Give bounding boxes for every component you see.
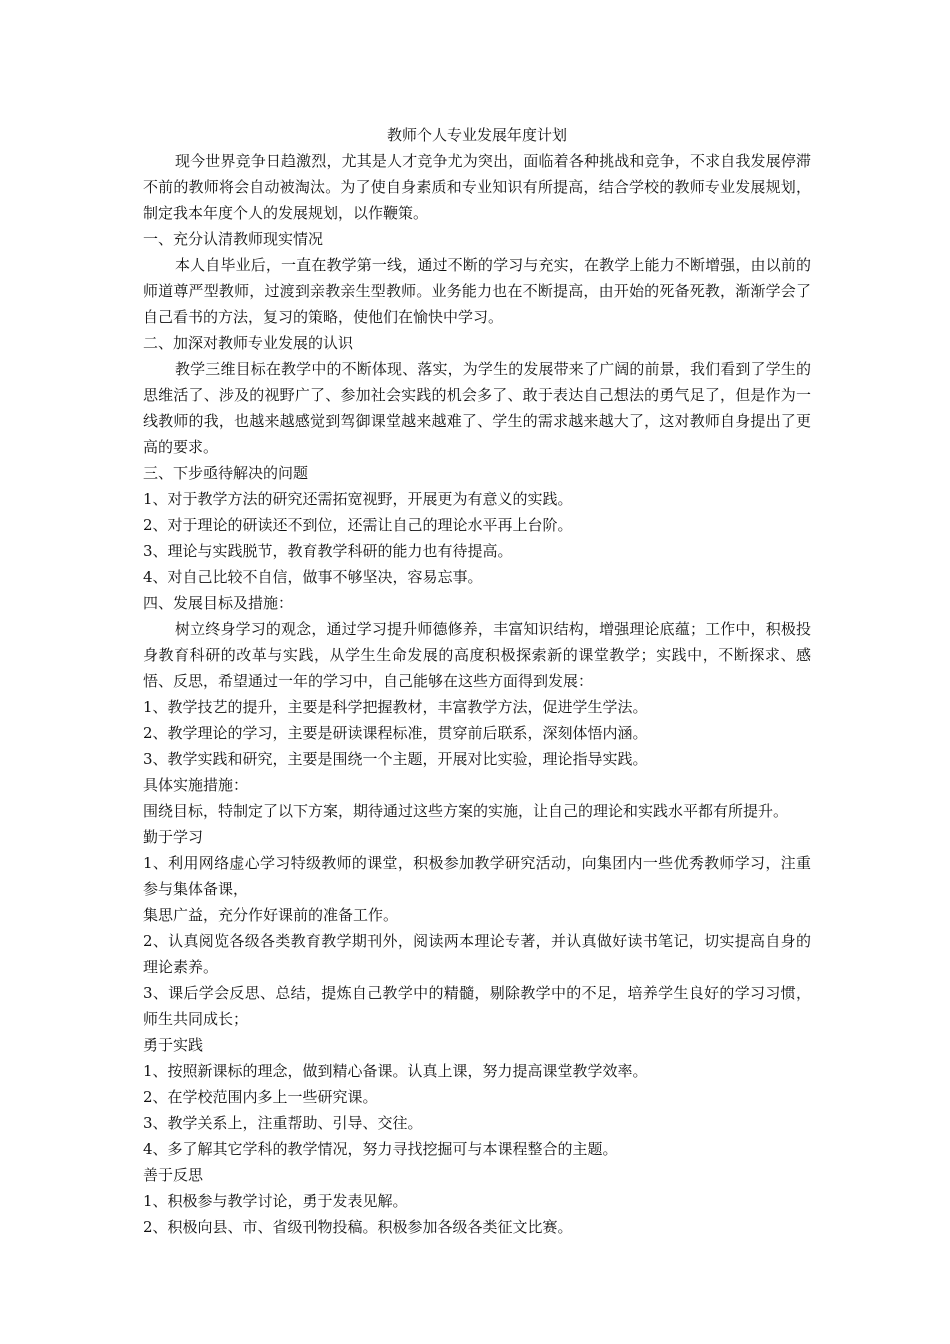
list-item: 2、积极向县、市、省级刊物投稿。积极参加各级各类征文比赛。 xyxy=(143,1218,573,1236)
study-heading: 勤于学习 xyxy=(143,828,204,846)
document-page xyxy=(143,122,811,1240)
study-item-3: 3、课后学会反思、总结，提炼自己教学中的精髓，剔除教学中的不足，培养学生良好的学习习惯，师生共同成长； xyxy=(143,984,811,1028)
list-item: 4、多了解其它学科的教学情况，努力寻找挖掘可与本课程整合的主题。 xyxy=(143,1140,618,1158)
measures-paragraph: 围绕目标，特制定了以下方案，期待通过这些方案的实施，让自己的理论和实践水平都有所提升。 xyxy=(143,802,789,820)
list-item: 2、对于理论的研读还不到位，还需让自己的理论水平再上台阶。 xyxy=(143,516,573,534)
reflect-heading: 善于反思 xyxy=(143,1166,204,1184)
list-item: 1、教学技艺的提升，主要是科学把握教材，丰富教学方法，促进学生学法。 xyxy=(143,698,648,716)
section1-paragraph: 本人自毕业后，一直在教学第一线，通过不断的学习与充实，在教学上能力不断增强，由以前的师道尊严型教师，过渡到亲教亲生型教师。业务能力也在不断提高，由开始的死备死教，渐渐学会了自己看书的方法，复习的策略，使他们在愉快中学习。 xyxy=(143,256,811,326)
list-item: 1、对于教学方法的研究还需拓宽视野，开展更为有意义的实践。 xyxy=(143,490,573,508)
list-item: 3、教学关系上，注重帮助、引导、交往。 xyxy=(143,1114,423,1132)
document-title: 教师个人专业发展年度计划 xyxy=(386,126,567,144)
section4-heading: 四、发展目标及措施： xyxy=(143,594,294,612)
measures-heading: 具体实施措施： xyxy=(143,776,249,794)
list-item: 1、按照新课标的理念，做到精心备课。认真上课，努力提高课堂教学效率。 xyxy=(143,1062,648,1080)
section2-paragraph: 教学三维目标在教学中的不断体现、落实，为学生的发展带来了广阔的前景，我们看到了学生的思维活了、涉及的视野广了、参加社会实践的机会多了、敢于表达自己想法的勇气足了，但是作为一线教师的我，也越来越感觉到驾御课堂越来越难了、学生的需求越来越大了，这对教师自身提出了更高的要求。 xyxy=(143,360,811,456)
study-item-1: 1、利用网络虚心学习特级教师的课堂，积极参加教学研究活动，向集团内一些优秀教师学习，注重参与集体备课， xyxy=(143,854,811,898)
section4-paragraph: 树立终身学习的观念，通过学习提升师德修养，丰富知识结构，增强理论底蕴；工作中，积极投身教育科研的改革与实践，从学生生命发展的高度积极探索新的课堂教学；实践中，不断探求、感悟、反思，希望通过一年的学习中，自己能够在这些方面得到发展： xyxy=(143,620,811,690)
list-item: 2、教学理论的学习，主要是研读课程标准，贯穿前后联系，深刻体悟内涵。 xyxy=(143,724,648,742)
study-item-1-continued: 集思广益，充分作好课前的准备工作。 xyxy=(143,906,399,924)
list-item: 3、理论与实践脱节，教育教学科研的能力也有待提高。 xyxy=(143,542,513,560)
section2-heading: 二、加深对教师专业发展的认识 xyxy=(143,334,354,352)
intro-paragraph: 现今世界竞争日趋激烈，尤其是人才竞争尤为突出，面临着各种挑战和竞争，不求自我发展停滞不前的教师将会自动被淘汰。为了使自身素质和专业知识有所提高，结合学校的教师专业发展规划，制定我本年度个人的发展规划，以作鞭策。 xyxy=(143,152,811,222)
section3-heading: 三、下步亟待解决的问题 xyxy=(143,464,309,482)
study-item-2: 2、认真阅览各级各类教育教学期刊外，阅读两本理论专著，并认真做好读书笔记，切实提高自身的理论素养。 xyxy=(143,932,811,976)
list-item: 4、对自己比较不自信，做事不够坚决，容易忘事。 xyxy=(143,568,483,586)
list-item: 1、积极参与教学讨论，勇于发表见解。 xyxy=(143,1192,408,1210)
list-item: 2、在学校范围内多上一些研究课。 xyxy=(143,1088,378,1106)
practice-heading: 勇于实践 xyxy=(143,1036,204,1054)
list-item: 3、教学实践和研究，主要是围绕一个主题，开展对比实验，理论指导实践。 xyxy=(143,750,648,768)
section1-heading: 一、充分认清教师现实情况 xyxy=(143,230,324,248)
